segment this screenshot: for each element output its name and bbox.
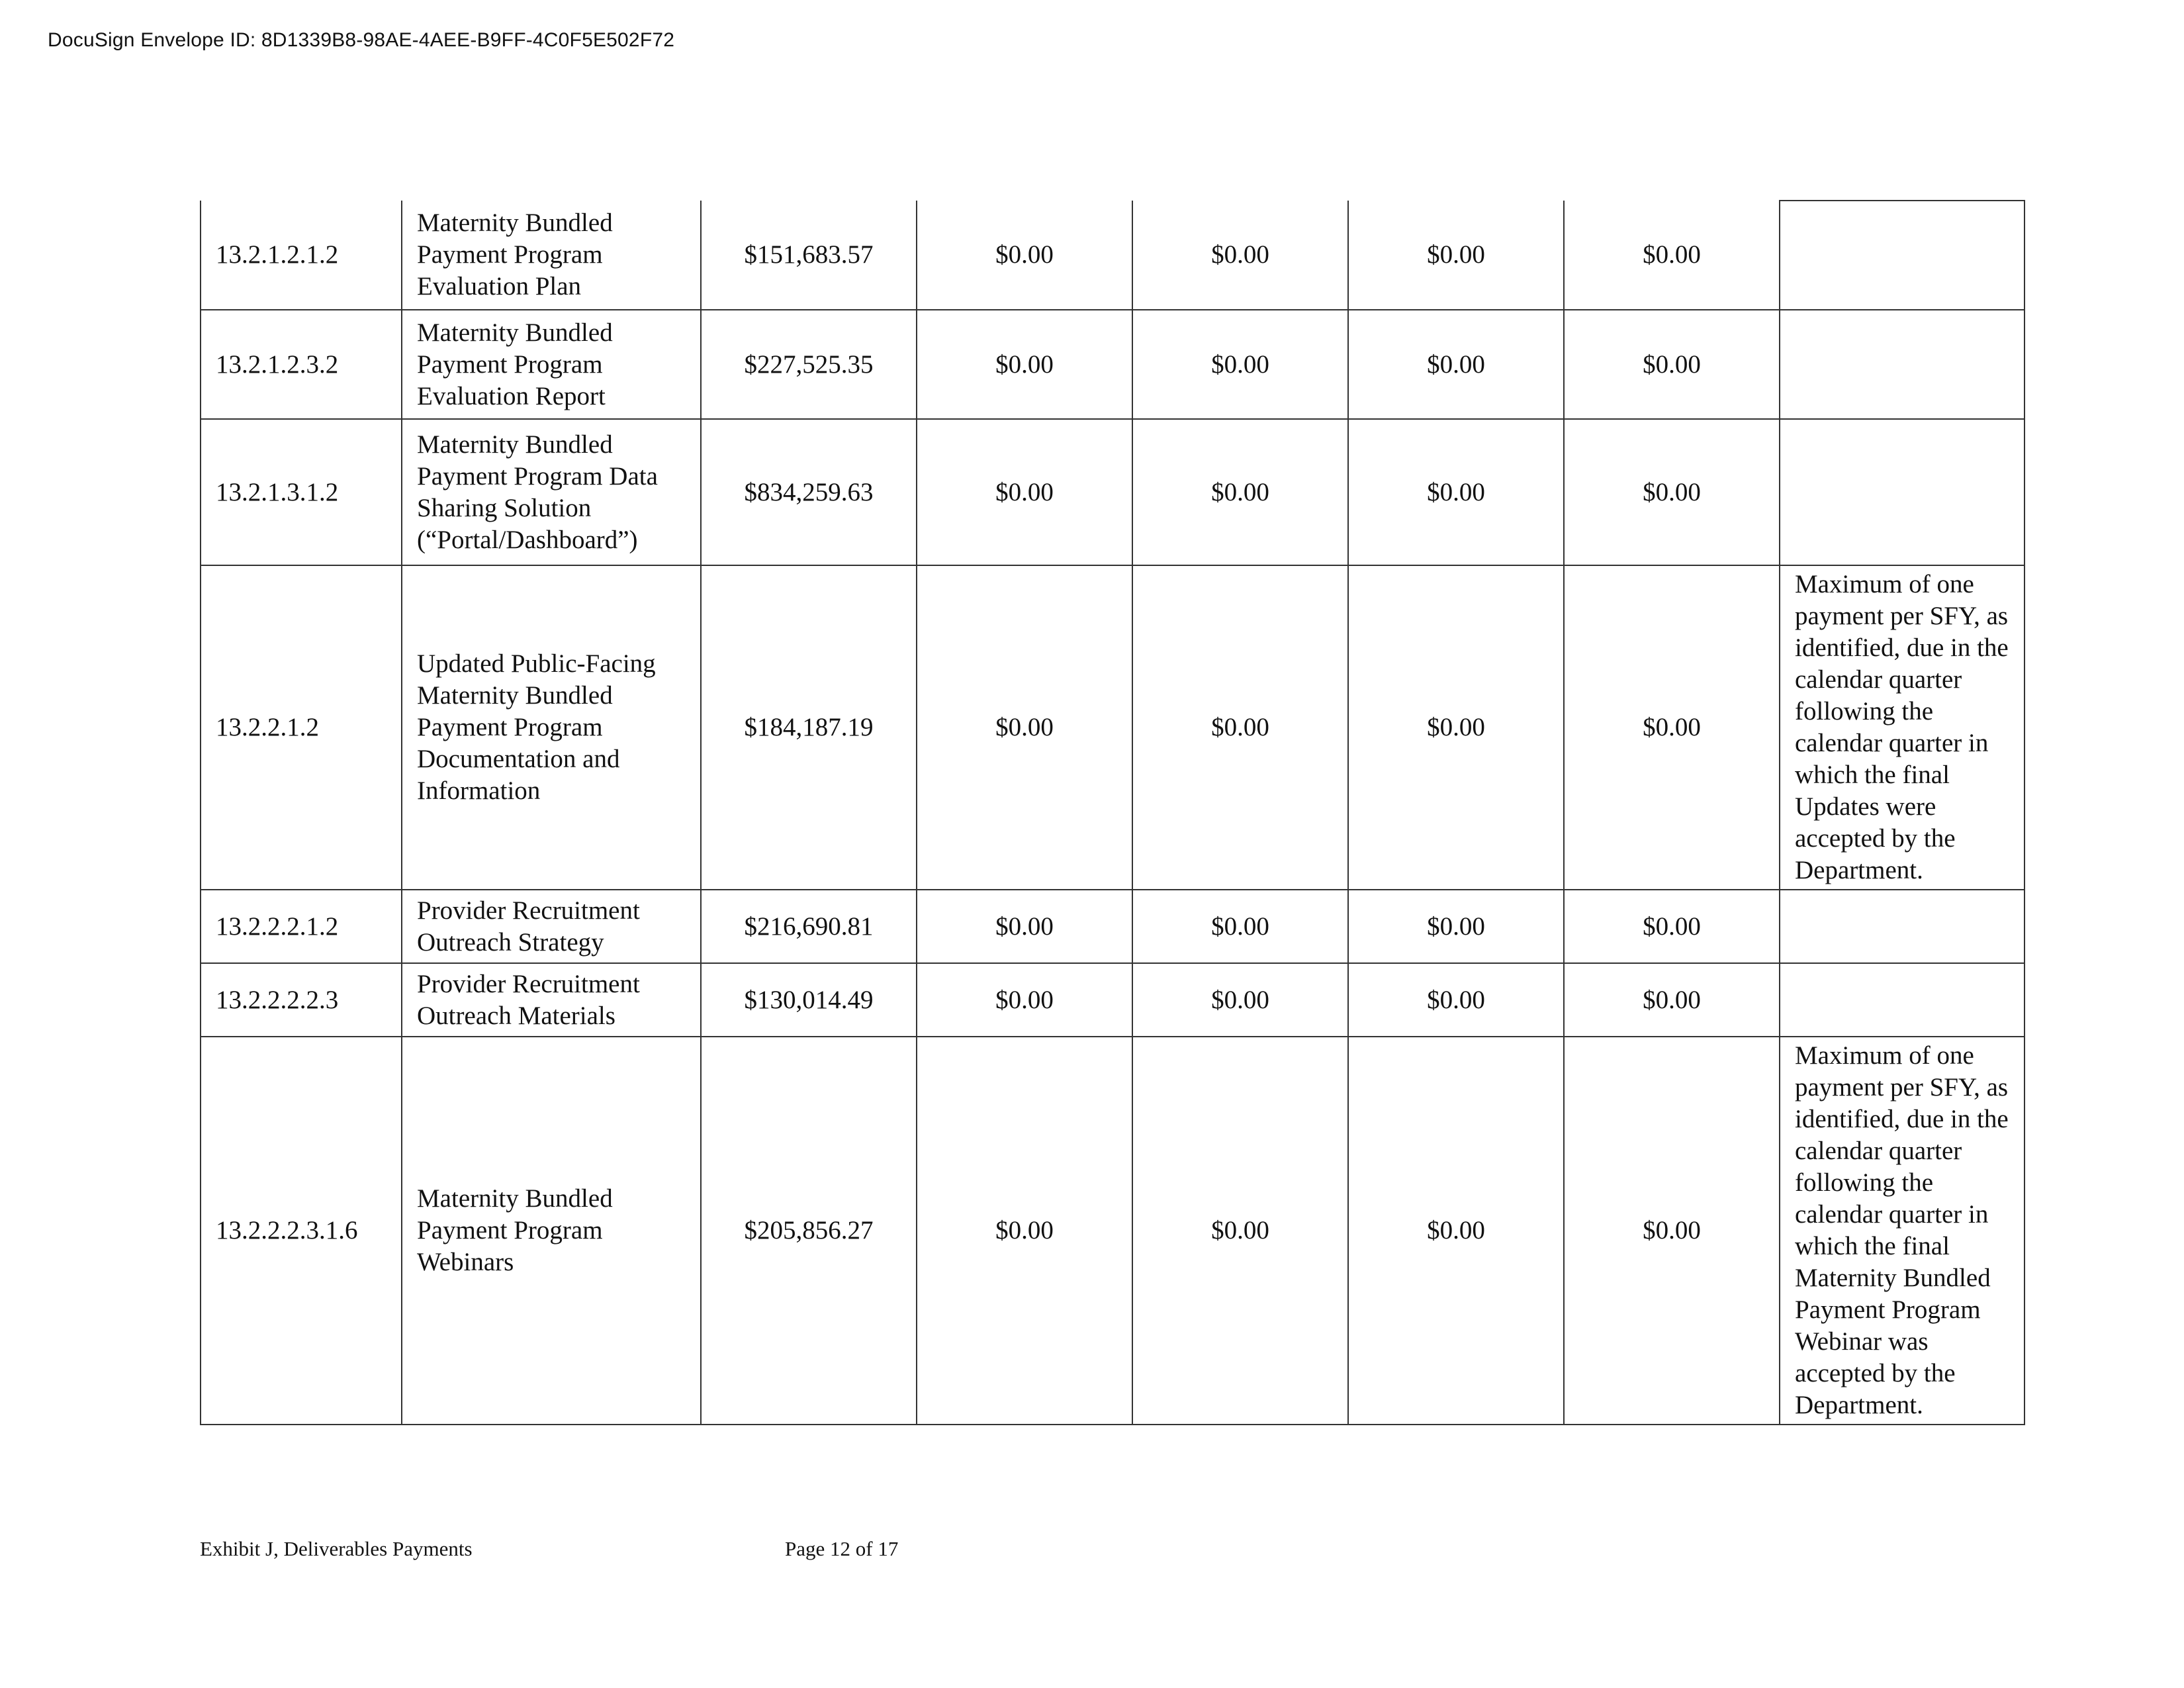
table-row xyxy=(201,201,2025,310)
table-row xyxy=(201,419,2025,565)
payment-amount-cell: $0.00 xyxy=(917,565,1132,890)
payment-amount-cell: $205,856.27 xyxy=(701,1037,917,1425)
table-row xyxy=(201,963,2025,1037)
payment-amount-cell: $0.00 xyxy=(1348,963,1564,1037)
payment-amount-cell: $0.00 xyxy=(1348,310,1564,419)
payment-amount-cell: $834,259.63 xyxy=(701,419,917,565)
notes-cell xyxy=(1780,963,2025,1037)
deliverable-id-cell: 13.2.2.2.1.2 xyxy=(201,890,402,963)
deliverable-name-cell: Provider Recruitment Outreach Strategy xyxy=(402,890,701,963)
deliverable-id-cell: 13.2.2.1.2 xyxy=(201,565,402,890)
payment-amount-cell: $130,014.49 xyxy=(701,963,917,1037)
deliverable-name-cell: Maternity Bundled Payment Program Webinars xyxy=(402,1037,701,1425)
payment-amount-cell: $0.00 xyxy=(1348,565,1564,890)
payment-amount-cell: $0.00 xyxy=(1348,1037,1564,1425)
payment-amount-cell: $0.00 xyxy=(1132,963,1348,1037)
payment-amount-cell: $0.00 xyxy=(1564,310,1780,419)
payment-amount-cell: $0.00 xyxy=(1132,419,1348,565)
payment-amount-cell: $0.00 xyxy=(917,963,1132,1037)
deliverable-name-cell: Provider Recruitment Outreach Materials xyxy=(402,963,701,1037)
deliverable-name-cell: Maternity Bundled Payment Program Data Sharing Solution (“Portal/Dashboard”) xyxy=(402,419,701,565)
payment-amount-cell: $216,690.81 xyxy=(701,890,917,963)
notes-cell xyxy=(1780,310,2025,419)
payment-amount-cell: $0.00 xyxy=(917,890,1132,963)
payment-amount-cell: $0.00 xyxy=(1564,890,1780,963)
deliverable-name-cell: Maternity Bundled Payment Program Evaluation Report xyxy=(402,310,701,419)
payment-amount-cell: $0.00 xyxy=(917,1037,1132,1425)
payment-amount-cell: $0.00 xyxy=(1132,890,1348,963)
table-row xyxy=(201,1037,2025,1425)
deliverable-id-cell: 13.2.1.2.3.2 xyxy=(201,310,402,419)
payment-amount-cell: $184,187.19 xyxy=(701,565,917,890)
payment-amount-cell: $0.00 xyxy=(1132,201,1348,310)
notes-cell: Maximum of one payment per SFY, as identified, due in the calendar quarter following the calendar quarter in which the final Maternity Bundled Payment Program Webinar was accepted by the Department. xyxy=(1780,1037,2025,1425)
payment-amount-cell: $0.00 xyxy=(917,419,1132,565)
payment-amount-cell: $0.00 xyxy=(1348,890,1564,963)
footer-page-number: Page 12 of 17 xyxy=(785,1537,899,1560)
payment-amount-cell: $0.00 xyxy=(1564,963,1780,1037)
payment-amount-cell: $0.00 xyxy=(1564,419,1780,565)
table-row xyxy=(201,310,2025,419)
deliverable-id-cell: 13.2.1.3.1.2 xyxy=(201,419,402,565)
notes-cell: Maximum of one payment per SFY, as identified, due in the calendar quarter following the calendar quarter in which the final Updates were accepted by the Department. xyxy=(1780,565,2025,890)
payment-amount-cell: $0.00 xyxy=(1564,565,1780,890)
payment-amount-cell: $227,525.35 xyxy=(701,310,917,419)
payment-amount-cell: $0.00 xyxy=(1564,201,1780,310)
table-row xyxy=(201,890,2025,963)
table-row xyxy=(201,565,2025,890)
deliverables-payments-table xyxy=(200,200,2025,1425)
payment-amount-cell: $0.00 xyxy=(1348,419,1564,565)
payment-amount-cell: $0.00 xyxy=(917,201,1132,310)
deliverable-id-cell: 13.2.1.2.1.2 xyxy=(201,201,402,310)
deliverable-name-cell: Updated Public-Facing Maternity Bundled Payment Program Documentation and Information xyxy=(402,565,701,890)
payment-amount-cell: $0.00 xyxy=(1132,565,1348,890)
payment-amount-cell: $151,683.57 xyxy=(701,201,917,310)
payment-amount-cell: $0.00 xyxy=(1564,1037,1780,1425)
deliverable-id-cell: 13.2.2.2.3.1.6 xyxy=(201,1037,402,1425)
docusign-envelope-id: DocuSign Envelope ID: 8D1339B8-98AE-4AEE-B9FF-4C0F5E502F72 xyxy=(48,29,675,51)
notes-cell xyxy=(1780,890,2025,963)
notes-cell xyxy=(1780,419,2025,565)
notes-cell xyxy=(1780,201,2025,310)
payment-amount-cell: $0.00 xyxy=(1132,310,1348,419)
deliverable-name-cell: Maternity Bundled Payment Program Evaluation Plan xyxy=(402,201,701,310)
payment-amount-cell: $0.00 xyxy=(1132,1037,1348,1425)
footer-document-title: Exhibit J, Deliverables Payments xyxy=(200,1537,473,1560)
deliverable-id-cell: 13.2.2.2.2.3 xyxy=(201,963,402,1037)
payment-amount-cell: $0.00 xyxy=(1348,201,1564,310)
payment-amount-cell: $0.00 xyxy=(917,310,1132,419)
